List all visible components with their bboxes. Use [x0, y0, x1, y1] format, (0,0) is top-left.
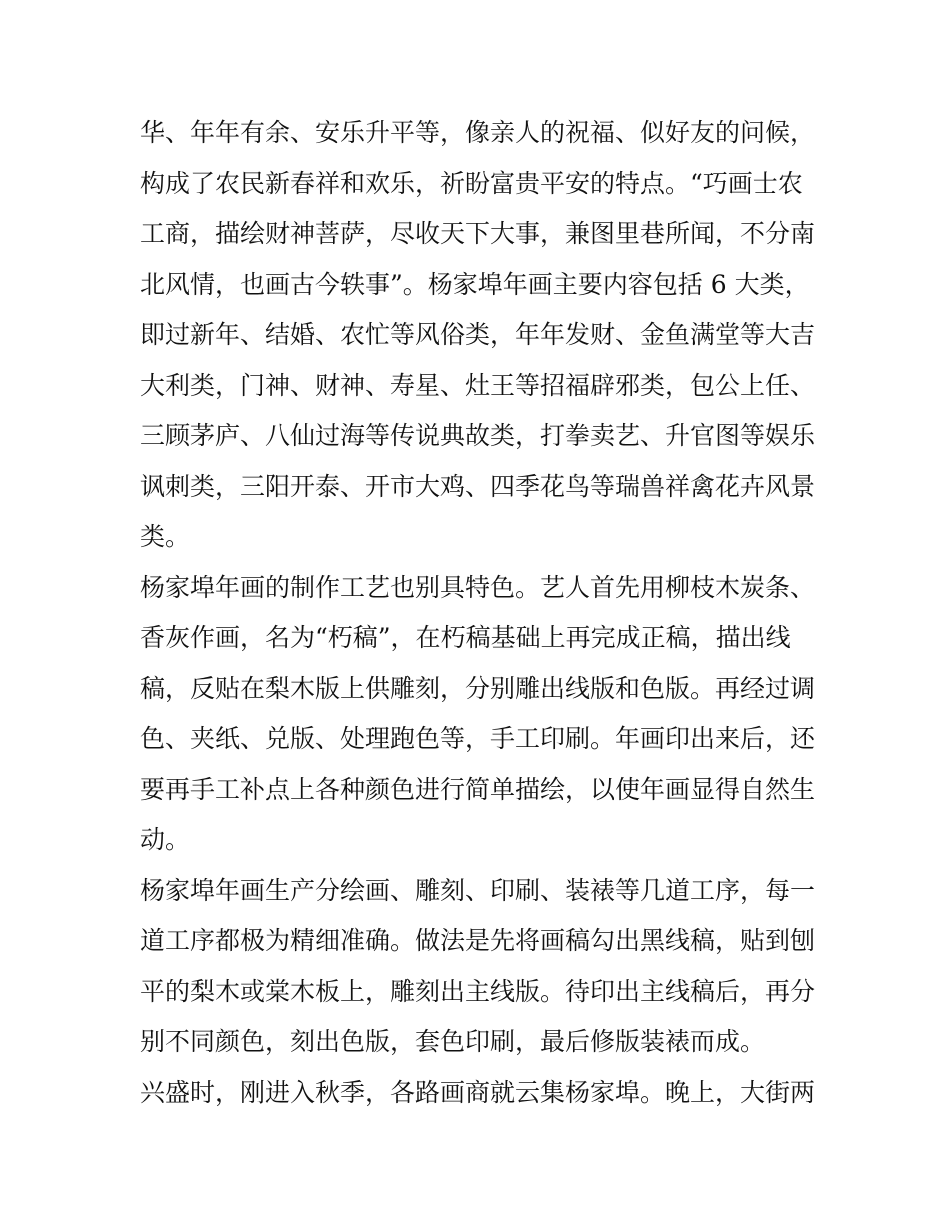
- text-line: 杨家埠年画的制作工艺也别具特色。艺人首先用柳枝木炭条、: [140, 572, 816, 602]
- text-line: 香灰作画，名为“朽稿”，在朽稿基础上再完成正稿，描出线: [140, 623, 791, 652]
- text-line: 讽刺类，三阳开泰、开市大鸡、四季花鸟等瑞兽祥禽花卉风景: [140, 471, 816, 501]
- text-line: 三顾茅庐、八仙过海等传说典故类，打拳卖艺、升官图等娱乐: [140, 421, 816, 450]
- text-line: 大利类，门神、财神、寿星、灶王等招福辟邪类，包公上任、: [140, 370, 816, 400]
- text-line: 稿，反贴在梨木版上供雕刻，分别雕出线版和色版。再经过调: [140, 673, 816, 703]
- text-line: 类。: [140, 522, 191, 551]
- text-line: 道工序都极为精细准确。做法是先将画稿勾出黑线稿，贴到刨: [140, 926, 816, 955]
- paragraph-content-categories: [140, 108, 820, 563]
- paragraph-prosperity: [140, 1068, 820, 1119]
- paragraph-production-steps: [140, 866, 820, 1068]
- text-line: 构成了农民新春祥和欢乐，祈盼富贵平安的特点。“巧画士农: [140, 168, 803, 198]
- text-line: 要再手工补点上各种颜色进行简单描绘，以使年画显得自然生: [140, 774, 816, 804]
- text-line: 动。: [140, 825, 191, 854]
- text-line: 平的梨木或棠木板上，雕刻出主线版。待印出主线稿后，再分: [140, 976, 816, 1006]
- text-line: 别不同颜色，刻出色版，套色印刷，最后修版装裱而成。: [140, 1027, 766, 1056]
- text-line: 色、夹纸、兑版、处理跑色等，手工印刷。年画印出来后，还: [140, 724, 816, 753]
- text-line: 华、年年有余、安乐升平等，像亲人的祝福、似好友的问候，: [140, 118, 816, 147]
- text-line: 兴盛时，刚进入秋季，各路画商就云集杨家埠。晚上，大街两: [140, 1077, 816, 1107]
- text-line: 即过新年、结婚、农忙等风俗类，年年发财、金鱼满堂等大吉: [140, 320, 816, 349]
- text-line: 杨家埠年画生产分绘画、雕刻、印刷、装裱等几道工序，每一: [140, 875, 816, 905]
- body-text: [140, 108, 820, 1118]
- paragraph-craft-process: [140, 563, 820, 866]
- text-line: 工商，描绘财神菩萨，尽收天下大事，兼图里巷所闻，不分南: [140, 219, 816, 248]
- text-line: 北风情，也画古今轶事”。杨家埠年画主要内容包括 6 大类，: [140, 269, 810, 299]
